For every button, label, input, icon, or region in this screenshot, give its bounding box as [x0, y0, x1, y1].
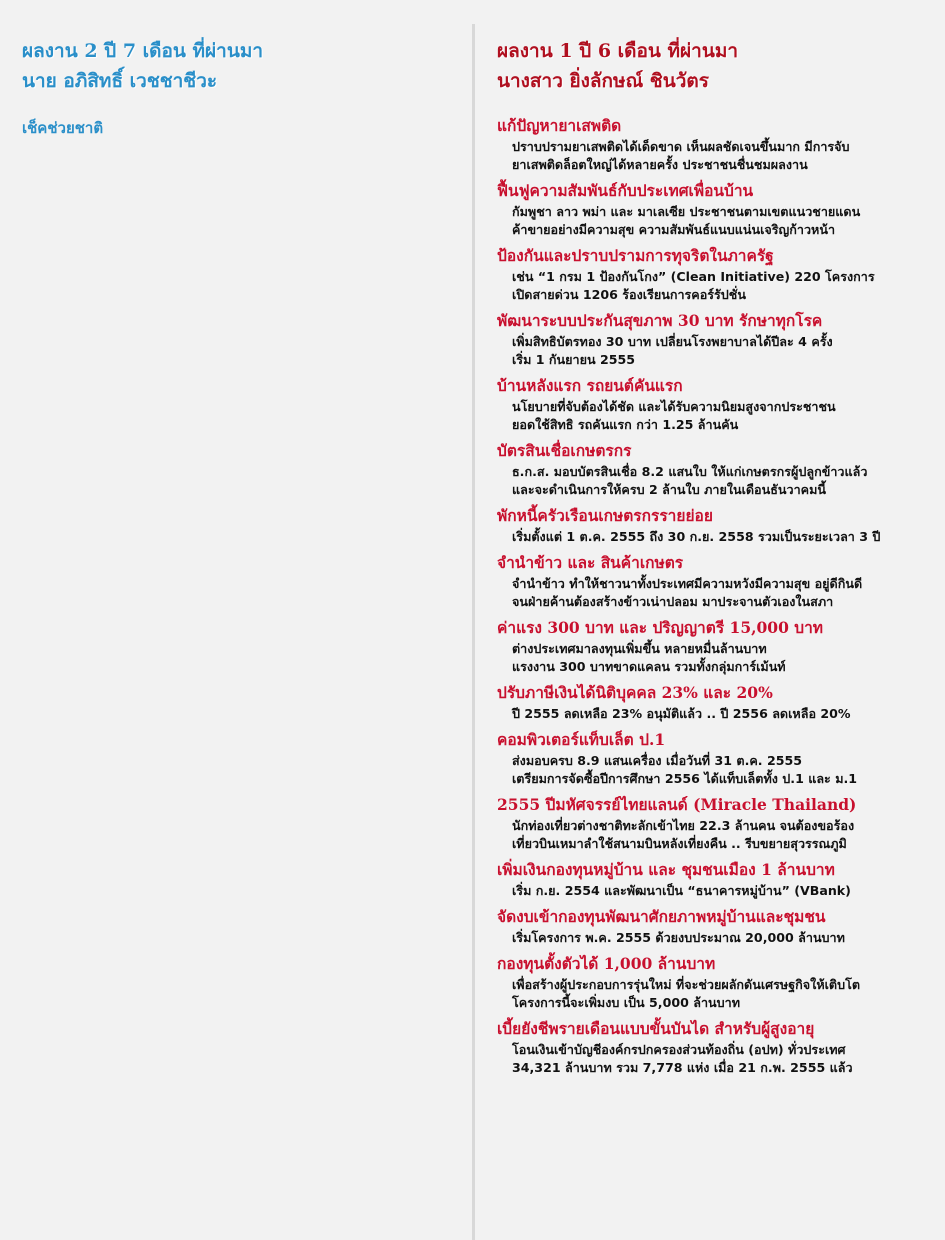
achievement-heading: เพิ่มเงินกองทุนหมู่บ้าน และ ชุมชนเมือง 1 ล้านบาท — [497, 860, 835, 879]
achievement-heading: แก้ปัญหายาเสพติด — [497, 116, 622, 135]
achievement-item — [497, 793, 937, 853]
achievement-item — [497, 616, 937, 676]
achievement-description: เช่น “1 กรม 1 ป้องกันโกง” (Clean Initiative) 220 โครงการ เปิดสายด่วน 1206 ร้องเรียนการคอร์รัปชั่น — [512, 269, 875, 302]
left-link[interactable]: เช็คช่วยชาติ — [22, 119, 104, 137]
achievement-description: นโยบายที่จับต้องได้ชัด และได้รับความนิยมสูงจากประชาชน ยอดใช้สิทธิ รถคันแรก กว่า 1.25 ล้านคัน — [512, 399, 836, 432]
achievement-description: โอนเงินเข้าบัญชีองค์กรปกครองส่วนท้องถิ่น (อปท) ทั่วประเทศ 34,321 ล้านบาท รวม 7,778 แห่ง เมื่อ 21 ก.พ. 2555 แล้ว — [512, 1042, 853, 1075]
left-title — [22, 36, 452, 96]
achievement-heading: ปรับภาษีเงินได้นิติบุคคล 23% และ 20% — [497, 683, 773, 702]
achievement-item — [497, 905, 937, 947]
achievement-item — [497, 504, 937, 546]
achievement-heading: บัตรสินเชื่อเกษตรกร — [497, 441, 632, 460]
achievement-description: เริ่มตั้งแต่ 1 ต.ค. 2555 ถึง 30 ก.ย. 2558 รวมเป็นระยะเวลา 3 ปี — [512, 529, 881, 544]
achievement-description: กัมพูชา ลาว พม่า และ มาเลเซีย ประชาชนตามเขตแนวชายแดน ค้าขายอย่างมีความสุข ความสัมพันธ์แนบแน่นเจริญก้าวหน้า — [512, 204, 861, 237]
achievement-description: ส่งมอบครบ 8.9 แสนเครื่อง เมื่อวันที่ 31 ต.ค. 2555 เตรียมการจัดซื้อปีการศึกษา 2556 ได้แท็บเล็ตทั้ง ป.1 และ ม.1 — [512, 753, 858, 786]
achievement-description: ปราบปรามยาเสพติดได้เด็ดขาด เห็นผลชัดเจนขึ้นมาก มีการจับ ยาเสพติดล็อตใหญ่ได้หลายครั้ง ประชาชนชื่นชมผลงาน — [512, 139, 850, 172]
achievement-item — [497, 952, 937, 1012]
achievement-list — [497, 114, 937, 1077]
achievement-heading: พักหนี้ครัวเรือนเกษตรกรรายย่อย — [497, 506, 713, 525]
achievement-item — [497, 309, 937, 369]
achievement-description: ต่างประเทศมาลงทุนเพิ่มขึ้น หลายหมื่นล้านบาท แรงงาน 300 บาทขาดแคลน รวมทั้งกลุ่มการ์เม้นท์ — [512, 641, 786, 674]
achievement-item — [497, 374, 937, 434]
right-title — [497, 36, 937, 96]
achievement-heading: เบี้ยยังชีพรายเดือนแบบขั้นบันได สำหรับผู้สูงอายุ — [497, 1019, 815, 1038]
achievement-item — [497, 728, 937, 788]
achievement-heading: คอมพิวเตอร์แท็บเล็ต ป.1 — [497, 730, 666, 749]
right-column — [497, 36, 937, 1082]
achievement-heading: ค่าแรง 300 บาท และ ปริญญาตรี 15,000 บาท — [497, 618, 824, 637]
achievement-item — [497, 1017, 937, 1077]
achievement-item — [497, 179, 937, 239]
achievement-description: เริ่มโครงการ พ.ค. 2555 ด้วยงบประมาณ 20,000 ล้านบาท — [512, 930, 845, 945]
achievement-heading: ฟื้นฟูความสัมพันธ์กับประเทศเพื่อนบ้าน — [497, 181, 754, 200]
achievement-description: ปี 2555 ลดเหลือ 23% อนุมัติแล้ว .. ปี 2556 ลดเหลือ 20% — [512, 706, 851, 721]
achievement-item — [497, 114, 937, 174]
achievement-item — [497, 858, 937, 900]
achievement-heading: จัดงบเข้ากองทุนพัฒนาศักยภาพหมู่บ้านและชุมชน — [497, 907, 826, 926]
left-column — [22, 36, 452, 140]
right-title-line1: ผลงาน 1 ปี 6 เดือน ที่ผ่านมา — [497, 40, 739, 62]
right-title-line2: นางสาว ยิ่งลักษณ์ ชินวัตร — [497, 70, 709, 92]
achievement-heading: กองทุนตั้งตัวได้ 1,000 ล้านบาท — [497, 954, 716, 973]
achievement-description: เพื่อสร้างผู้ประกอบการรุ่นใหม่ ที่จะช่วยผลักดันเศรษฐกิจให้เติบโต โครงการนี้จะเพิ่มงบ เป็น 5,000 ล้านบาท — [512, 977, 861, 1010]
column-divider — [472, 24, 475, 1240]
achievement-description: เพิ่มสิทธิบัตรทอง 30 บาท เปลี่ยนโรงพยาบาลได้ปีละ 4 ครั้ง เริ่ม 1 กันยายน 2555 — [512, 334, 833, 367]
achievement-heading: จำนำข้าว และ สินค้าเกษตร — [497, 553, 684, 572]
left-title-line2: นาย อภิสิทธิ์ เวชชาชีวะ — [22, 70, 218, 92]
achievement-description: ธ.ก.ส. มอบบัตรสินเชื่อ 8.2 แสนใบ ให้แก่เกษตรกรผู้ปลูกข้าวแล้ว และจะดำเนินการให้ครบ 2 ล้านใบ ภายในเดือนธันวาคมนี้ — [512, 464, 868, 497]
achievement-item — [497, 439, 937, 499]
achievement-item — [497, 681, 937, 723]
achievement-item — [497, 551, 937, 611]
achievement-heading: พัฒนาระบบประกันสุขภาพ 30 บาท รักษาทุกโรค — [497, 311, 823, 330]
achievement-heading: ป้องกันและปราบปรามการทุจริตในภาครัฐ — [497, 246, 774, 265]
achievement-description: จำนำข้าว ทำให้ชาวนาทั้งประเทศมีความหวังมีความสุข อยู่ดีกินดี จนฝ่ายค้านต้องสร้างข้าวเน่าปลอม มาประจานตัวเองในสภา — [512, 576, 863, 609]
left-title-line1: ผลงาน 2 ปี 7 เดือน ที่ผ่านมา — [22, 40, 264, 62]
achievement-heading: 2555 ปีมหัศจรรย์ไทยแลนด์ (Miracle Thailand) — [497, 795, 857, 814]
achievement-description: นักท่องเที่ยวต่างชาติทะลักเข้าไทย 22.3 ล้านคน จนต้องขอร้อง เที่ยวบินเหมาลำใช้สนามบินหลังเที่ยงคืน .. รีบขยายสุวรรณภูมิ — [512, 818, 855, 851]
achievement-heading: บ้านหลังแรก รถยนต์คันแรก — [497, 376, 683, 395]
achievement-description: เริ่ม ก.ย. 2554 และพัฒนาเป็น “ธนาคารหมู่บ้าน” (VBank) — [512, 883, 851, 898]
achievement-item — [497, 244, 937, 304]
